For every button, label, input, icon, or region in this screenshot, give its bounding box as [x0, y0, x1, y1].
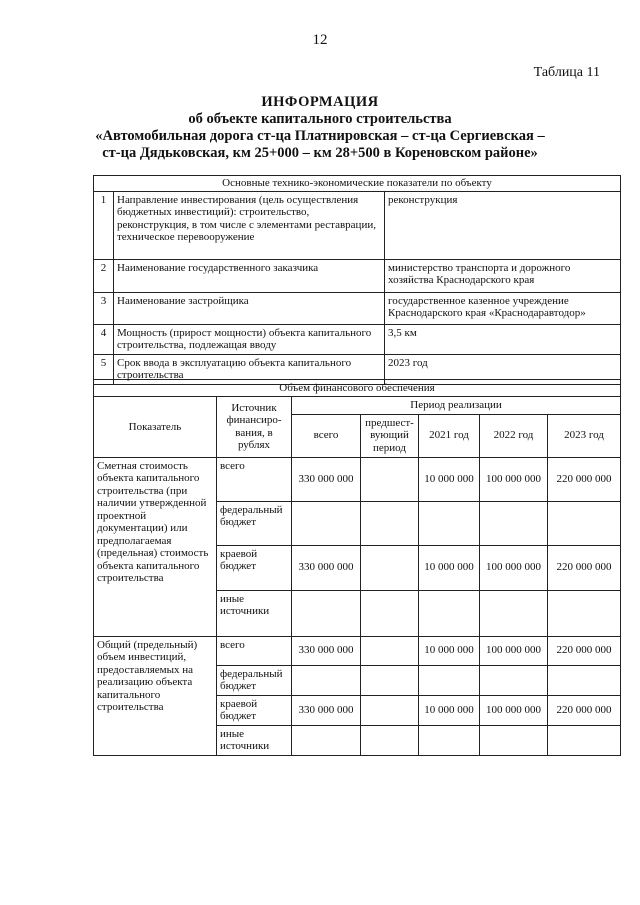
indicators-table	[93, 175, 621, 385]
indicator-num: 1	[94, 191, 114, 259]
value-2023: 220 000 000	[548, 636, 621, 665]
indicator-num: 4	[94, 324, 114, 354]
indicator-value: министерство транспорта и дорожного хозяйства Краснодарского края	[385, 259, 621, 292]
source-label: иные источники	[217, 725, 292, 755]
value-2021: 10 000 000	[419, 636, 480, 665]
value-2022	[480, 590, 548, 636]
value-2021: 10 000 000	[419, 695, 480, 725]
indicator-label: Мощность (прирост мощности) объекта капитального строительства, подлежащая вводу	[114, 324, 385, 354]
indicator-row	[94, 324, 621, 354]
value-previous	[361, 665, 419, 695]
value-2021	[419, 590, 480, 636]
value-2021	[419, 665, 480, 695]
col-2021: 2021 год	[419, 414, 480, 457]
group-label: Сметная стоимость объекта капитального строительства (при наличии утвержденной проектной документации) или предполагаемая (предельная) стоимость объекта капитального строительства	[94, 457, 217, 636]
source-label: всего	[217, 457, 292, 501]
value-2022: 100 000 000	[480, 457, 548, 501]
group-label: Общий (предельный) объем инвестиций, предоставляемых на реализацию объекта капитального строительства	[94, 636, 217, 755]
col-total: всего	[292, 414, 361, 457]
value-total	[292, 725, 361, 755]
page-number: 12	[312, 32, 328, 48]
col-2023: 2023 год	[548, 414, 621, 457]
value-2021: 10 000 000	[419, 545, 480, 590]
indicator-num: 2	[94, 259, 114, 292]
value-2022	[480, 501, 548, 545]
value-2022: 100 000 000	[480, 636, 548, 665]
indicator-label: Наименование застройщика	[114, 292, 385, 324]
value-previous	[361, 695, 419, 725]
title-line-2: об объекте капитального строительства	[188, 111, 452, 127]
indicator-label: Срок ввода в эксплуатацию объекта капитального строительства	[114, 354, 385, 384]
title-line-3: «Автомобильная дорога ст-ца Платнировская – ст-ца Сергиевская –	[95, 128, 545, 144]
financing-row	[94, 457, 621, 501]
title-line-1: ИНФОРМАЦИЯ	[261, 94, 379, 110]
source-label: краевой бюджет	[217, 545, 292, 590]
value-2023: 220 000 000	[548, 545, 621, 590]
indicator-label: Наименование государственного заказчика	[114, 259, 385, 292]
value-2023	[548, 590, 621, 636]
value-previous	[361, 590, 419, 636]
source-label: иные источники	[217, 590, 292, 636]
value-total	[292, 590, 361, 636]
value-total: 330 000 000	[292, 457, 361, 501]
financing-header: Объем финансового обеспечения	[94, 380, 621, 397]
indicator-row	[94, 191, 621, 259]
indicators-header: Основные технико-экономические показатели по объекту	[94, 176, 621, 192]
value-2022: 100 000 000	[480, 545, 548, 590]
source-label: всего	[217, 636, 292, 665]
value-previous	[361, 636, 419, 665]
value-2021: 10 000 000	[419, 457, 480, 501]
value-total: 330 000 000	[292, 545, 361, 590]
value-2022: 100 000 000	[480, 695, 548, 725]
financing-row	[94, 636, 621, 665]
indicator-row	[94, 259, 621, 292]
indicator-row	[94, 292, 621, 324]
source-label: федеральный бюджет	[217, 501, 292, 545]
col-period: Период реализации	[292, 397, 621, 415]
value-2022	[480, 725, 548, 755]
indicator-num: 5	[94, 354, 114, 384]
col-indicator: Показатель	[94, 397, 217, 458]
source-label: федеральный бюджет	[217, 665, 292, 695]
value-2022	[480, 665, 548, 695]
indicator-label: Направление инвестирования (цель осуществления бюджетных инвестиций): строительство, реконструкция, в том числе с элементами реставрации, техническое перевооружение	[114, 191, 385, 259]
document-title	[60, 94, 580, 162]
source-label: краевой бюджет	[217, 695, 292, 725]
value-previous	[361, 725, 419, 755]
col-source: Источник финансиро-вания, в рублях	[217, 397, 292, 458]
financing-table	[93, 379, 621, 756]
value-2023	[548, 665, 621, 695]
value-2021	[419, 725, 480, 755]
col-2022: 2022 год	[480, 414, 548, 457]
table-label: Таблица 11	[533, 65, 600, 80]
col-previous: предшест-вующий период	[361, 414, 419, 457]
indicator-value: 3,5 км	[385, 324, 621, 354]
value-previous	[361, 501, 419, 545]
value-2023: 220 000 000	[548, 457, 621, 501]
value-2023: 220 000 000	[548, 695, 621, 725]
value-previous	[361, 545, 419, 590]
value-total: 330 000 000	[292, 636, 361, 665]
indicator-value: реконструкция	[385, 191, 621, 259]
value-total	[292, 501, 361, 545]
value-previous	[361, 457, 419, 501]
value-total	[292, 665, 361, 695]
value-2021	[419, 501, 480, 545]
value-2023	[548, 501, 621, 545]
value-2023	[548, 725, 621, 755]
indicator-value: государственное казенное учреждение Краснодарского края «Краснодаравтодор»	[385, 292, 621, 324]
indicator-num: 3	[94, 292, 114, 324]
value-total: 330 000 000	[292, 695, 361, 725]
title-line-4: ст-ца Дядьковская, км 25+000 – км 28+500 в Кореновском районе»	[102, 145, 538, 161]
indicator-value: 2023 год	[385, 354, 621, 384]
